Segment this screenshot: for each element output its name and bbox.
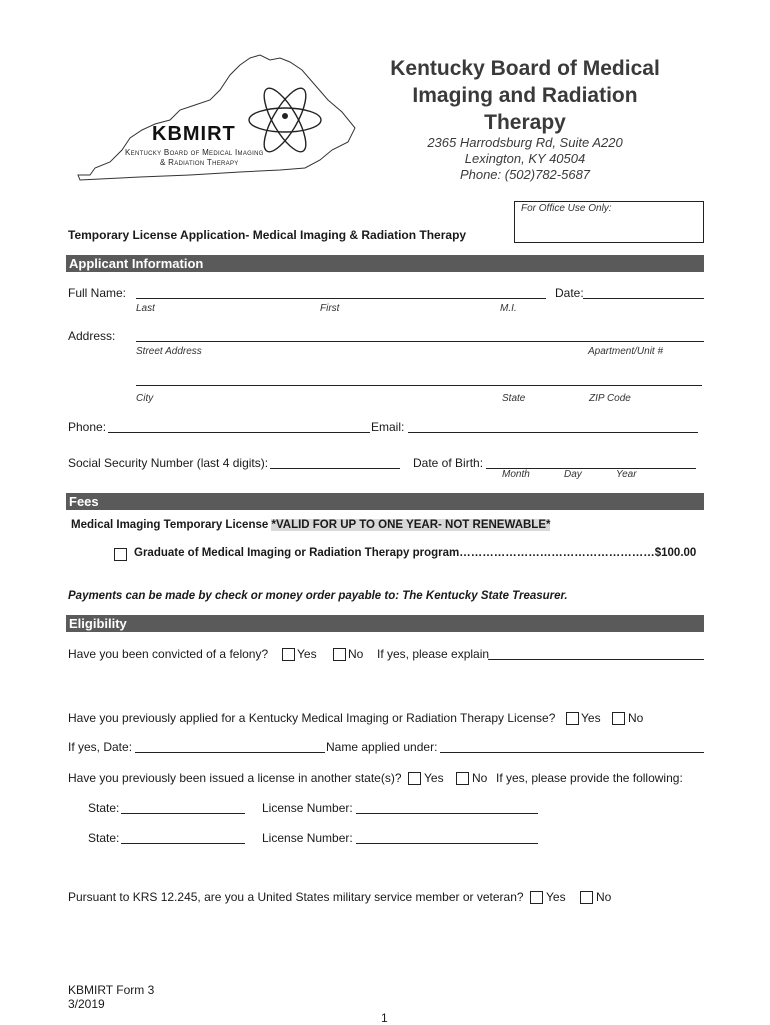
phone-line: Phone: (502)782-5687 (459, 167, 591, 182)
year-caption: Year (616, 469, 637, 480)
if-yes-date-label: If yes, Date: (68, 740, 133, 754)
address-line1: 2365 Harrodsburg Rd, Suite A220 (427, 135, 623, 150)
applied-yes-label: Yes (581, 711, 601, 725)
footer-form: KBMIRT Form 3 (68, 983, 155, 997)
form-title: Temporary License Application- Medical Imaging & Radiation Therapy (68, 228, 467, 242)
felony-no-label: No (348, 647, 364, 661)
zip-caption: ZIP Code (589, 393, 631, 404)
phone-field[interactable] (108, 432, 370, 433)
applied-no-checkbox[interactable] (612, 712, 625, 725)
license-number-label-1: License Number: (262, 801, 353, 815)
office-use-box (514, 201, 704, 243)
felony-explain-label: If yes, please explain (377, 647, 490, 661)
license-number-field-2[interactable] (356, 843, 538, 844)
month-caption: Month (502, 469, 530, 480)
logo-abbr: KBMIRT (152, 123, 236, 145)
section-applicant: Applicant Information (66, 255, 704, 272)
military-yes-checkbox[interactable] (530, 891, 543, 904)
page-number: 1 (381, 1011, 388, 1025)
office-use-label: For Office Use Only: (521, 203, 612, 214)
street-caption: Street Address (136, 346, 202, 357)
date-label: Date: (555, 286, 584, 300)
military-no-label: No (596, 890, 612, 904)
first-caption: First (320, 303, 340, 314)
name-applied-field[interactable] (440, 752, 704, 753)
applied-yes-checkbox[interactable] (566, 712, 579, 725)
applied-date-field[interactable] (135, 752, 325, 753)
other-state-question: Have you previously been issued a license in another state(s)? (68, 771, 402, 785)
valid-notice: *VALID FOR UP TO ONE YEAR- NOT RENEWABLE* (271, 519, 551, 531)
other-state-yes-label: Yes (424, 771, 444, 785)
other-state-no-label: No (472, 771, 488, 785)
military-no-checkbox[interactable] (580, 891, 593, 904)
state-field-1[interactable] (121, 813, 245, 814)
address-line2: Lexington, KY 40504 (464, 151, 586, 166)
city-state-zip-field[interactable] (136, 385, 702, 386)
state-label-2: State: (88, 831, 120, 845)
graduate-checkbox[interactable] (114, 548, 127, 561)
apt-caption: Apartment/Unit # (588, 346, 664, 357)
felony-yes-label: Yes (297, 647, 317, 661)
email-label: Email: (371, 420, 405, 434)
section-fees: Fees (66, 493, 704, 510)
applied-question: Have you previously applied for a Kentucky Medical Imaging or Radiation Therapy License? (68, 711, 556, 725)
payments-note: Payments can be made by check or money order payable to: The Kentucky State Treasurer. (68, 590, 568, 602)
phone-label: Phone: (68, 420, 107, 434)
license-type-line (71, 519, 550, 531)
felony-yes-checkbox[interactable] (282, 648, 295, 661)
logo-line2: & Radiation Therapy (160, 158, 239, 167)
address-label: Address: (68, 329, 116, 343)
full-name-field[interactable] (136, 298, 546, 299)
last-caption: Last (136, 303, 155, 314)
email-field[interactable] (408, 432, 698, 433)
title-line1: Kentucky Board of Medical (390, 57, 660, 80)
mi-caption: M.I. (500, 303, 517, 314)
felony-question: Have you been convicted of a felony? (68, 647, 269, 661)
provide-label: If yes, please provide the following: (496, 771, 683, 785)
full-name-label: Full Name: (68, 286, 127, 300)
city-caption: City (136, 393, 154, 404)
other-state-yes-checkbox[interactable] (408, 772, 421, 785)
felony-no-checkbox[interactable] (333, 648, 346, 661)
day-caption: Day (564, 469, 582, 480)
state-field-2[interactable] (121, 843, 245, 844)
military-yes-label: Yes (546, 890, 566, 904)
state-label-1: State: (88, 801, 120, 815)
title-line2: Imaging and Radiation (412, 84, 638, 107)
name-applied-label: Name applied under: (326, 740, 438, 754)
kbmirt-logo (70, 50, 365, 185)
title-line3: Therapy (484, 111, 566, 134)
license-number-label-2: License Number: (262, 831, 353, 845)
logo-line1: Kentucky Board of Medical Imaging (125, 148, 264, 157)
footer-date: 3/2019 (68, 997, 105, 1011)
date-field[interactable] (583, 298, 704, 299)
dob-label: Date of Birth: (413, 456, 484, 470)
license-type-text: Medical Imaging Temporary License (71, 519, 272, 531)
military-question: Pursuant to KRS 12.245, are you a United States military service member or veteran? (68, 890, 524, 904)
street-field[interactable] (136, 341, 704, 342)
graduate-fee-label: Graduate of Medical Imaging or Radiation Therapy program……………………………………………$100.00 (134, 547, 697, 559)
ssn-field[interactable] (270, 468, 400, 469)
other-state-no-checkbox[interactable] (456, 772, 469, 785)
section-eligibility: Eligibility (66, 615, 704, 632)
license-number-field-1[interactable] (356, 813, 538, 814)
applied-no-label: No (628, 711, 644, 725)
felony-explain-field[interactable] (488, 659, 704, 660)
state-caption: State (502, 393, 526, 404)
ssn-label: Social Security Number (last 4 digits): (68, 456, 269, 470)
